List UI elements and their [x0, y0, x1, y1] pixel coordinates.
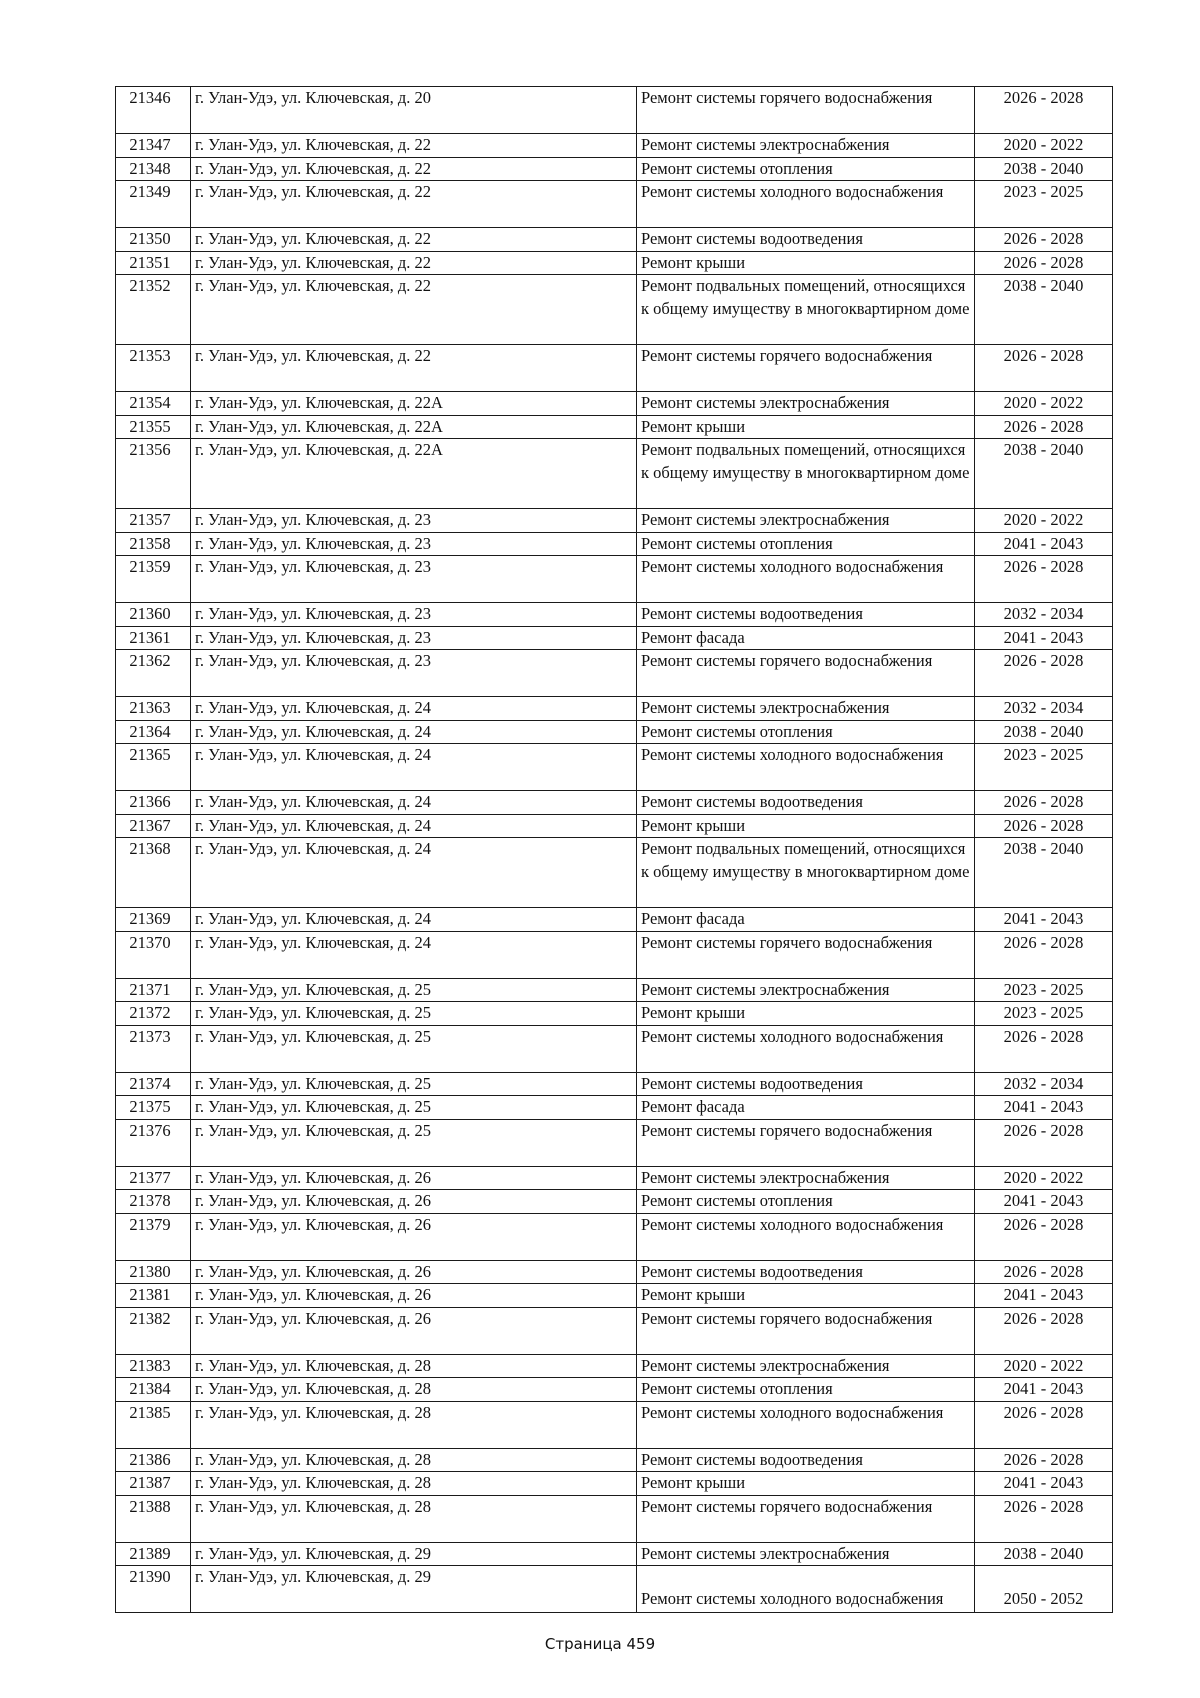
row-work-type: Ремонт крыши [637, 814, 975, 838]
row-period: 2026 - 2028 [975, 1260, 1113, 1284]
table-row [116, 1096, 1113, 1120]
table-row [116, 275, 1113, 345]
row-period: 2026 - 2028 [975, 1495, 1113, 1542]
row-period: 2026 - 2028 [975, 1448, 1113, 1472]
row-number: 21374 [116, 1072, 191, 1096]
row-work-type: Ремонт системы холодного водоснабжения [637, 1566, 975, 1613]
row-number: 21369 [116, 908, 191, 932]
row-period: 2020 - 2022 [975, 1354, 1113, 1378]
row-period: 2041 - 2043 [975, 532, 1113, 556]
row-period: 2041 - 2043 [975, 1190, 1113, 1214]
table-row [116, 814, 1113, 838]
row-work-type: Ремонт системы электроснабжения [637, 1542, 975, 1566]
row-number: 21361 [116, 626, 191, 650]
row-work-type: Ремонт системы электроснабжения [637, 1354, 975, 1378]
table-row [116, 838, 1113, 908]
row-number: 21366 [116, 791, 191, 815]
table-row [116, 392, 1113, 416]
capital-repair-table [115, 86, 1113, 1613]
row-work-type: Ремонт системы электроснабжения [637, 509, 975, 533]
row-period: 2026 - 2028 [975, 1307, 1113, 1354]
row-period: 2038 - 2040 [975, 1542, 1113, 1566]
row-period: 2032 - 2034 [975, 603, 1113, 627]
table-row [116, 1072, 1113, 1096]
table-row [116, 532, 1113, 556]
row-work-type: Ремонт системы горячего водоснабжения [637, 87, 975, 134]
table-row [116, 1495, 1113, 1542]
row-number: 21386 [116, 1448, 191, 1472]
row-period: 2050 - 2052 [975, 1566, 1113, 1613]
row-work-type: Ремонт системы водоотведения [637, 603, 975, 627]
row-period: 2020 - 2022 [975, 392, 1113, 416]
row-address: г. Улан-Удэ, ул. Ключевская, д. 23 [191, 603, 637, 627]
table-row [116, 1119, 1113, 1166]
row-address: г. Улан-Удэ, ул. Ключевская, д. 22А [191, 392, 637, 416]
row-number: 21368 [116, 838, 191, 908]
row-period: 2026 - 2028 [975, 1213, 1113, 1260]
row-period: 2038 - 2040 [975, 275, 1113, 345]
row-address: г. Улан-Удэ, ул. Ключевская, д. 24 [191, 931, 637, 978]
row-work-type: Ремонт системы водоотведения [637, 1072, 975, 1096]
row-work-type: Ремонт системы отопления [637, 720, 975, 744]
row-period: 2020 - 2022 [975, 134, 1113, 158]
row-work-type: Ремонт системы отопления [637, 1190, 975, 1214]
table-row [116, 744, 1113, 791]
row-work-type: Ремонт системы водоотведения [637, 1448, 975, 1472]
table-row [116, 1448, 1113, 1472]
row-work-type: Ремонт системы холодного водоснабжения [637, 556, 975, 603]
row-number: 21365 [116, 744, 191, 791]
table-row [116, 603, 1113, 627]
table-row [116, 134, 1113, 158]
row-number: 21376 [116, 1119, 191, 1166]
row-address: г. Улан-Удэ, ул. Ключевская, д. 25 [191, 1096, 637, 1120]
row-work-type: Ремонт фасада [637, 626, 975, 650]
row-number: 21367 [116, 814, 191, 838]
row-period: 2041 - 2043 [975, 1284, 1113, 1308]
table-row [116, 228, 1113, 252]
row-number: 21384 [116, 1378, 191, 1402]
row-number: 21356 [116, 439, 191, 509]
table-row [116, 931, 1113, 978]
row-number: 21353 [116, 345, 191, 392]
row-work-type: Ремонт системы водоотведения [637, 1260, 975, 1284]
row-period: 2032 - 2034 [975, 1072, 1113, 1096]
row-work-type: Ремонт системы водоотведения [637, 791, 975, 815]
row-number: 21371 [116, 978, 191, 1002]
row-period: 2038 - 2040 [975, 720, 1113, 744]
row-period: 2026 - 2028 [975, 814, 1113, 838]
row-period: 2026 - 2028 [975, 1401, 1113, 1448]
table-row [116, 1354, 1113, 1378]
row-address: г. Улан-Удэ, ул. Ключевская, д. 24 [191, 744, 637, 791]
row-period: 2038 - 2040 [975, 838, 1113, 908]
table-row [116, 697, 1113, 721]
row-number: 21364 [116, 720, 191, 744]
row-address: г. Улан-Удэ, ул. Ключевская, д. 25 [191, 978, 637, 1002]
row-number: 21375 [116, 1096, 191, 1120]
row-work-type: Ремонт системы отопления [637, 532, 975, 556]
row-number: 21372 [116, 1002, 191, 1026]
table-row [116, 1260, 1113, 1284]
row-number: 21348 [116, 157, 191, 181]
table-row [116, 157, 1113, 181]
row-address: г. Улан-Удэ, ул. Ключевская, д. 26 [191, 1166, 637, 1190]
row-number: 21388 [116, 1495, 191, 1542]
row-address: г. Улан-Удэ, ул. Ключевская, д. 26 [191, 1284, 637, 1308]
row-address: г. Улан-Удэ, ул. Ключевская, д. 25 [191, 1072, 637, 1096]
row-address: г. Улан-Удэ, ул. Ключевская, д. 22 [191, 134, 637, 158]
row-number: 21351 [116, 251, 191, 275]
table-row [116, 650, 1113, 697]
row-address: г. Улан-Удэ, ул. Ключевская, д. 22 [191, 251, 637, 275]
table-row [116, 908, 1113, 932]
row-period: 2041 - 2043 [975, 1096, 1113, 1120]
row-number: 21362 [116, 650, 191, 697]
row-work-type: Ремонт системы холодного водоснабжения [637, 1025, 975, 1072]
row-number: 21383 [116, 1354, 191, 1378]
row-address: г. Улан-Удэ, ул. Ключевская, д. 24 [191, 838, 637, 908]
row-work-type: Ремонт системы электроснабжения [637, 697, 975, 721]
row-work-type: Ремонт системы горячего водоснабжения [637, 650, 975, 697]
table-row [116, 181, 1113, 228]
row-address: г. Улан-Удэ, ул. Ключевская, д. 26 [191, 1307, 637, 1354]
row-period: 2026 - 2028 [975, 228, 1113, 252]
row-address: г. Улан-Удэ, ул. Ключевская, д. 28 [191, 1495, 637, 1542]
row-period: 2032 - 2034 [975, 697, 1113, 721]
page-number: Страница 459 [544, 1635, 656, 1653]
row-work-type: Ремонт системы отопления [637, 157, 975, 181]
row-period: 2026 - 2028 [975, 1119, 1113, 1166]
row-work-type: Ремонт крыши [637, 1002, 975, 1026]
row-address: г. Улан-Удэ, ул. Ключевская, д. 26 [191, 1213, 637, 1260]
table-row [116, 1378, 1113, 1402]
row-address: г. Улан-Удэ, ул. Ключевская, д. 24 [191, 908, 637, 932]
row-address: г. Улан-Удэ, ул. Ключевская, д. 23 [191, 532, 637, 556]
row-address: г. Улан-Удэ, ул. Ключевская, д. 22 [191, 345, 637, 392]
row-period: 2041 - 2043 [975, 626, 1113, 650]
row-period: 2026 - 2028 [975, 415, 1113, 439]
row-number: 21381 [116, 1284, 191, 1308]
row-work-type: Ремонт системы холодного водоснабжения [637, 1213, 975, 1260]
table-row [116, 1472, 1113, 1496]
row-period: 2038 - 2040 [975, 439, 1113, 509]
row-address: г. Улан-Удэ, ул. Ключевская, д. 23 [191, 556, 637, 603]
table-row [116, 1213, 1113, 1260]
row-period: 2026 - 2028 [975, 87, 1113, 134]
row-address: г. Улан-Удэ, ул. Ключевская, д. 22А [191, 415, 637, 439]
table-row [116, 720, 1113, 744]
row-work-type: Ремонт системы электроснабжения [637, 978, 975, 1002]
row-address: г. Улан-Удэ, ул. Ключевская, д. 28 [191, 1472, 637, 1496]
row-period: 2023 - 2025 [975, 1002, 1113, 1026]
row-number: 21357 [116, 509, 191, 533]
row-work-type: Ремонт системы отопления [637, 1378, 975, 1402]
row-period: 2020 - 2022 [975, 509, 1113, 533]
row-number: 21389 [116, 1542, 191, 1566]
table-row [116, 1542, 1113, 1566]
table-row [116, 556, 1113, 603]
table-row [116, 1002, 1113, 1026]
row-number: 21363 [116, 697, 191, 721]
row-address: г. Улан-Удэ, ул. Ключевская, д. 23 [191, 509, 637, 533]
row-period: 2041 - 2043 [975, 908, 1113, 932]
table-row [116, 251, 1113, 275]
row-period: 2026 - 2028 [975, 791, 1113, 815]
row-period: 2041 - 2043 [975, 1378, 1113, 1402]
row-number: 21350 [116, 228, 191, 252]
row-period: 2023 - 2025 [975, 181, 1113, 228]
row-number: 21352 [116, 275, 191, 345]
row-work-type: Ремонт системы холодного водоснабжения [637, 744, 975, 791]
row-address: г. Улан-Удэ, ул. Ключевская, д. 22 [191, 181, 637, 228]
row-address: г. Улан-Удэ, ул. Ключевская, д. 23 [191, 626, 637, 650]
row-work-type: Ремонт системы горячего водоснабжения [637, 1119, 975, 1166]
row-address: г. Улан-Удэ, ул. Ключевская, д. 28 [191, 1354, 637, 1378]
row-number: 21378 [116, 1190, 191, 1214]
row-work-type: Ремонт подвальных помещений, относящихся к общему имуществу в многоквартирном доме [637, 275, 975, 345]
row-number: 21382 [116, 1307, 191, 1354]
table-row [116, 87, 1113, 134]
table-row [116, 978, 1113, 1002]
row-period: 2026 - 2028 [975, 650, 1113, 697]
row-period: 2023 - 2025 [975, 978, 1113, 1002]
row-address: г. Улан-Удэ, ул. Ключевская, д. 24 [191, 697, 637, 721]
row-period: 2041 - 2043 [975, 1472, 1113, 1496]
row-work-type: Ремонт системы горячего водоснабжения [637, 931, 975, 978]
row-address: г. Улан-Удэ, ул. Ключевская, д. 25 [191, 1119, 637, 1166]
row-address: г. Улан-Удэ, ул. Ключевская, д. 22 [191, 275, 637, 345]
row-work-type: Ремонт крыши [637, 1472, 975, 1496]
row-number: 21346 [116, 87, 191, 134]
row-number: 21379 [116, 1213, 191, 1260]
table-row [116, 1025, 1113, 1072]
table-row [116, 509, 1113, 533]
row-period: 2023 - 2025 [975, 744, 1113, 791]
row-address: г. Улан-Удэ, ул. Ключевская, д. 25 [191, 1002, 637, 1026]
row-number: 21349 [116, 181, 191, 228]
row-number: 21355 [116, 415, 191, 439]
row-work-type: Ремонт крыши [637, 251, 975, 275]
row-work-type: Ремонт системы холодного водоснабжения [637, 181, 975, 228]
row-address: г. Улан-Удэ, ул. Ключевская, д. 22 [191, 157, 637, 181]
row-work-type: Ремонт системы горячего водоснабжения [637, 345, 975, 392]
row-address: г. Улан-Удэ, ул. Ключевская, д. 26 [191, 1260, 637, 1284]
table-row [116, 439, 1113, 509]
row-address: г. Улан-Удэ, ул. Ключевская, д. 22А [191, 439, 637, 509]
table-row [116, 626, 1113, 650]
row-address: г. Улан-Удэ, ул. Ключевская, д. 25 [191, 1025, 637, 1072]
row-work-type: Ремонт системы холодного водоснабжения [637, 1401, 975, 1448]
row-address: г. Улан-Удэ, ул. Ключевская, д. 23 [191, 650, 637, 697]
row-number: 21387 [116, 1472, 191, 1496]
row-work-type: Ремонт системы водоотведения [637, 228, 975, 252]
row-work-type: Ремонт системы электроснабжения [637, 392, 975, 416]
row-period: 2038 - 2040 [975, 157, 1113, 181]
table-row [116, 1401, 1113, 1448]
row-work-type: Ремонт фасада [637, 1096, 975, 1120]
table-row [116, 1307, 1113, 1354]
table-body [116, 87, 1113, 1613]
row-period: 2026 - 2028 [975, 251, 1113, 275]
row-address: г. Улан-Удэ, ул. Ключевская, д. 29 [191, 1566, 637, 1613]
row-number: 21359 [116, 556, 191, 603]
row-address: г. Улан-Удэ, ул. Ключевская, д. 20 [191, 87, 637, 134]
table-row [116, 415, 1113, 439]
row-address: г. Улан-Удэ, ул. Ключевская, д. 28 [191, 1378, 637, 1402]
table-row [116, 791, 1113, 815]
table-row [116, 345, 1113, 392]
row-address: г. Улан-Удэ, ул. Ключевская, д. 22 [191, 228, 637, 252]
row-work-type: Ремонт системы электроснабжения [637, 1166, 975, 1190]
row-number: 21354 [116, 392, 191, 416]
row-address: г. Улан-Удэ, ул. Ключевская, д. 24 [191, 720, 637, 744]
table-row [116, 1166, 1113, 1190]
row-address: г. Улан-Удэ, ул. Ключевская, д. 24 [191, 791, 637, 815]
row-address: г. Улан-Удэ, ул. Ключевская, д. 24 [191, 814, 637, 838]
row-number: 21385 [116, 1401, 191, 1448]
table-row [116, 1284, 1113, 1308]
row-work-type: Ремонт подвальных помещений, относящихся к общему имуществу в многоквартирном доме [637, 439, 975, 509]
row-address: г. Улан-Удэ, ул. Ключевская, д. 28 [191, 1448, 637, 1472]
table-row [116, 1190, 1113, 1214]
row-number: 21360 [116, 603, 191, 627]
row-number: 21373 [116, 1025, 191, 1072]
row-work-type: Ремонт подвальных помещений, относящихся к общему имуществу в многоквартирном доме [637, 838, 975, 908]
row-number: 21390 [116, 1566, 191, 1613]
row-work-type: Ремонт системы горячего водоснабжения [637, 1307, 975, 1354]
row-work-type: Ремонт системы электроснабжения [637, 134, 975, 158]
row-number: 21377 [116, 1166, 191, 1190]
row-address: г. Улан-Удэ, ул. Ключевская, д. 26 [191, 1190, 637, 1214]
row-number: 21380 [116, 1260, 191, 1284]
row-period: 2026 - 2028 [975, 1025, 1113, 1072]
row-number: 21370 [116, 931, 191, 978]
row-work-type: Ремонт крыши [637, 1284, 975, 1308]
row-period: 2026 - 2028 [975, 931, 1113, 978]
row-work-type: Ремонт фасада [637, 908, 975, 932]
row-number: 21358 [116, 532, 191, 556]
row-work-type: Ремонт системы горячего водоснабжения [637, 1495, 975, 1542]
table-row [116, 1566, 1113, 1613]
row-period: 2020 - 2022 [975, 1166, 1113, 1190]
row-period: 2026 - 2028 [975, 345, 1113, 392]
row-work-type: Ремонт крыши [637, 415, 975, 439]
row-address: г. Улан-Удэ, ул. Ключевская, д. 28 [191, 1401, 637, 1448]
row-address: г. Улан-Удэ, ул. Ключевская, д. 29 [191, 1542, 637, 1566]
row-number: 21347 [116, 134, 191, 158]
row-period: 2026 - 2028 [975, 556, 1113, 603]
